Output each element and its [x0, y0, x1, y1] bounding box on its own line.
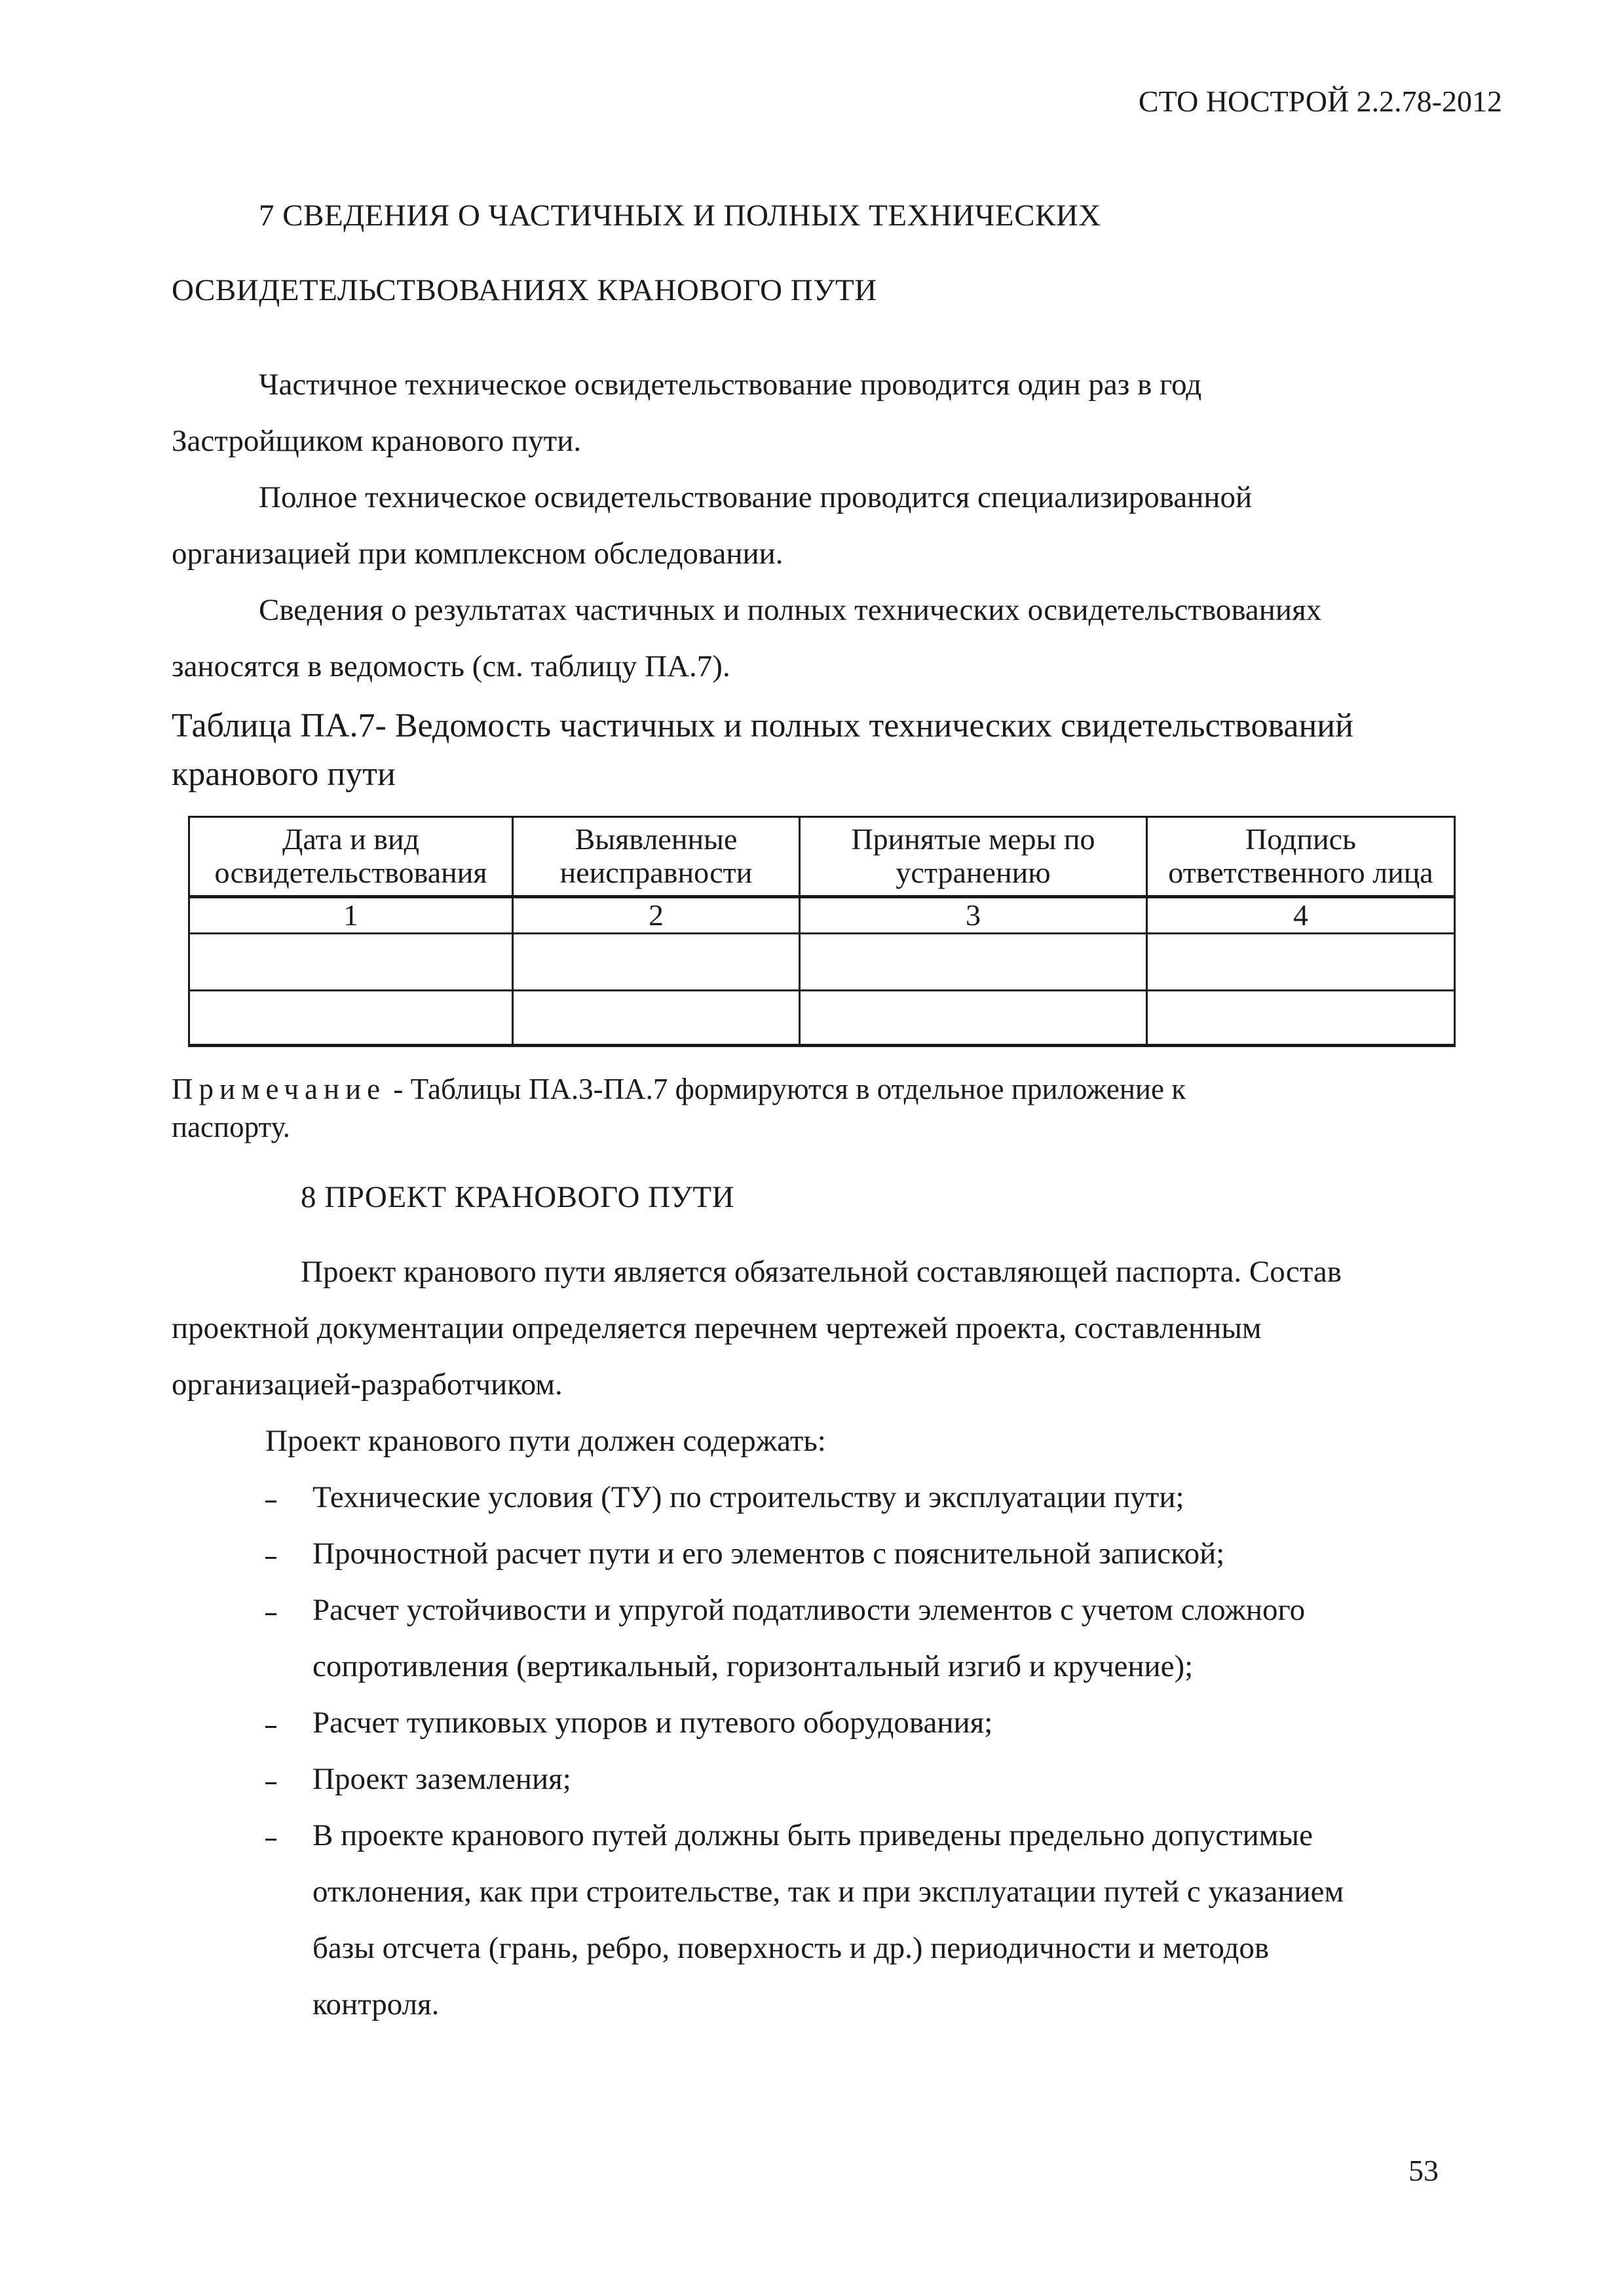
page-number: 53	[1408, 2154, 1439, 2187]
section-8-title: 8 ПРОЕКТ КРАНОВОГО ПУТИ	[301, 1180, 735, 1214]
paragraph-line: Полное техническое освидетельствование проводится специализированной	[259, 480, 1253, 514]
paragraph-line: Сведения о результатах частичных и полных технических освидетельствованиях	[259, 593, 1322, 627]
list-bullet	[265, 1726, 276, 1728]
table-header-row	[189, 817, 1455, 897]
note-label: Примечание	[172, 1073, 387, 1105]
header-text: ответственного лица	[1168, 856, 1433, 889]
table-caption-line1: Таблица ПА.7- Ведомость частичных и полных технических свидетельствований	[172, 707, 1353, 744]
table-note-line1	[172, 1072, 1186, 1106]
table-cell	[513, 991, 800, 1046]
header-text: освидетельствования	[214, 856, 487, 889]
table-cell	[800, 991, 1147, 1046]
list-item-continuation: отклонения, как при строительстве, так и при эксплуатации путей с указанием	[312, 1875, 1344, 1909]
list-bullet	[265, 1782, 276, 1784]
document-code: СТО НОСТРОЙ 2.2.78-2012	[1138, 85, 1502, 118]
column-number-cell: 1	[189, 897, 513, 934]
list-item: В проекте кранового путей должны быть приведены предельно допустимые	[312, 1818, 1313, 1852]
table-row	[189, 991, 1455, 1046]
list-item-continuation: сопротивления (вертикальный, горизонтальный изгиб и кручение);	[312, 1649, 1194, 1683]
list-bullet	[265, 1839, 276, 1841]
table-cell	[800, 934, 1147, 991]
header-text: Выявленные	[575, 822, 738, 856]
table-header-cell	[513, 817, 800, 897]
table-cell	[189, 934, 513, 991]
table-row	[189, 934, 1455, 991]
column-number-cell: 2	[513, 897, 800, 934]
list-item: Расчет тупиковых упоров и путевого оборудования;	[312, 1706, 993, 1740]
header-text: Подпись	[1245, 822, 1356, 856]
header-text: Дата и вид	[282, 822, 420, 856]
list-item: Технические условия (ТУ) по строительству и эксплуатации пути;	[312, 1480, 1184, 1514]
table-caption-line2: кранового пути	[172, 756, 396, 793]
column-number-cell: 4	[1147, 897, 1455, 934]
section-7-title-line2: ОСВИДЕТЕЛЬСТВОВАНИЯХ КРАНОВОГО ПУТИ	[172, 273, 877, 307]
paragraph-line: организацией-разработчиком.	[172, 1368, 563, 1402]
table-cell	[1147, 934, 1455, 991]
table-header-cell	[189, 817, 513, 897]
paragraph-line: Частичное техническое освидетельствование проводится один раз в год	[259, 368, 1202, 402]
note-text: - Таблицы ПА.3-ПА.7 формируются в отдельное приложение к	[393, 1073, 1186, 1105]
list-bullet	[265, 1501, 276, 1502]
paragraph-line: заносятся в ведомость (см. таблицу ПА.7).	[172, 649, 730, 683]
column-number-cell: 3	[800, 897, 1147, 934]
list-bullet	[265, 1613, 276, 1615]
section-7-title-line1: 7 СВЕДЕНИЯ О ЧАСТИЧНЫХ И ПОЛНЫХ ТЕХНИЧЕСКИХ	[259, 199, 1101, 233]
list-item: Прочностной расчет пути и его элементов с пояснительной запиской;	[312, 1537, 1225, 1571]
paragraph-line: Застройщиком кранового пути.	[172, 424, 582, 458]
list-item-continuation: базы отсчета (грань, ребро, поверхность и др.) периодичности и методов	[312, 1931, 1270, 1965]
header-text: неисправности	[559, 856, 753, 889]
list-item: Проект заземления;	[312, 1762, 571, 1796]
table-note-line2: паспорту.	[172, 1111, 290, 1143]
paragraph-line: организацией при комплексном обследовании.	[172, 537, 784, 571]
table-cell	[513, 934, 800, 991]
list-item: Расчет устойчивости и упругой податливости элементов с учетом сложного	[312, 1593, 1306, 1627]
table-header-cell	[800, 817, 1147, 897]
paragraph-line: Проект кранового пути должен содержать:	[265, 1424, 826, 1458]
header-text: Принятые меры по	[851, 822, 1095, 856]
table-header-cell	[1147, 817, 1455, 897]
header-text: устранению	[896, 856, 1051, 889]
table-cell	[1147, 991, 1455, 1046]
paragraph-line: проектной документации определяется перечнем чертежей проекта, составленным	[172, 1311, 1262, 1345]
table-cell	[189, 991, 513, 1046]
list-bullet	[265, 1557, 276, 1559]
list-item-continuation: контроля.	[312, 1987, 440, 2021]
table-row	[189, 897, 1455, 934]
paragraph-line: Проект кранового пути является обязательной составляющей паспорта. Состав	[301, 1255, 1342, 1289]
inspection-log-table	[188, 816, 1456, 1047]
